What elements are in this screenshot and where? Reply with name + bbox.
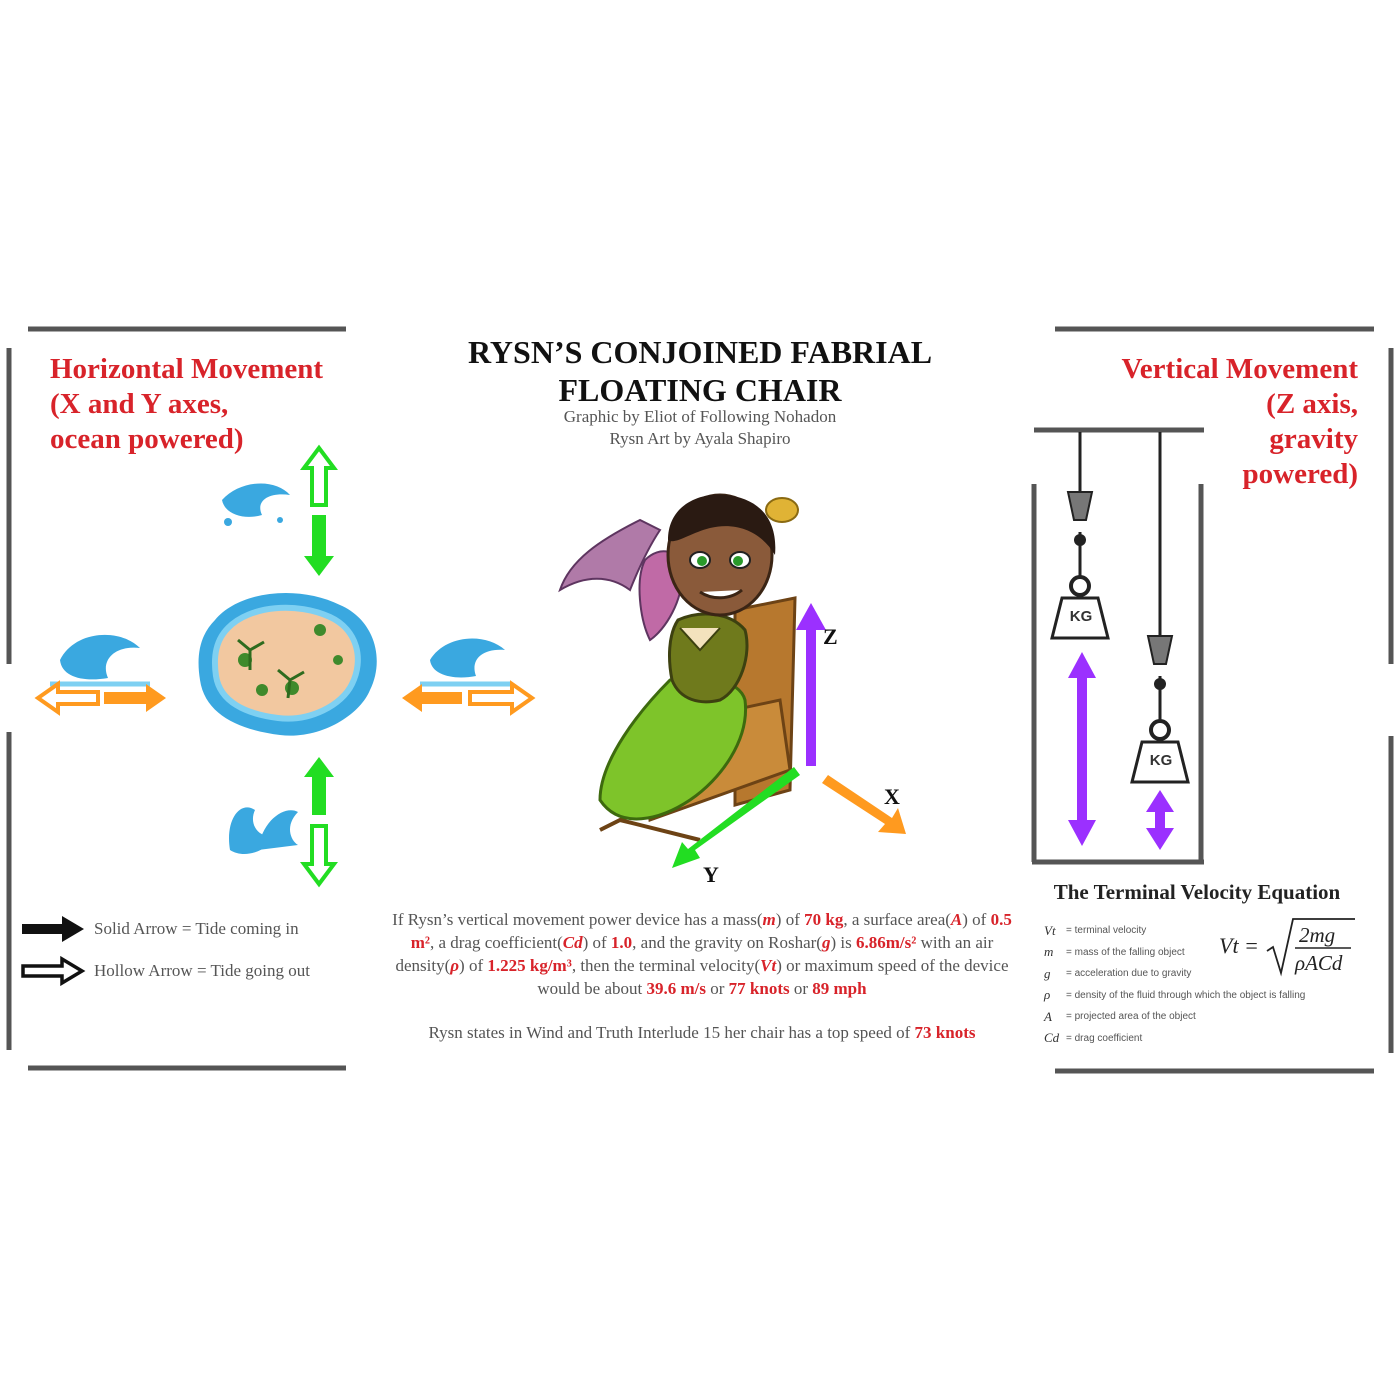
green-arrow-down-hollow <box>304 826 334 884</box>
value-speed-ms: 39.6 m/s <box>646 979 706 998</box>
orange-arrow-right-hollow <box>470 684 532 712</box>
equation-legend-row <box>1044 1028 1334 1050</box>
paragraph-text: , a drag coefficient( <box>429 933 563 952</box>
vertical-heading-line-1: Vertical Movement <box>1121 353 1358 385</box>
wave-icon-bottom <box>229 807 298 854</box>
value-area: 0.5 m² <box>410 910 1012 952</box>
vertical-heading-line-3: gravity <box>1269 423 1358 455</box>
island-icon <box>199 593 377 736</box>
vertical-heading-line-2: (Z axis, <box>1266 388 1358 420</box>
equation-description: = terminal velocity <box>1066 925 1147 937</box>
paragraph-text: ) of <box>962 910 991 929</box>
equation-symbol: Vt <box>1044 922 1056 938</box>
title-line-2: FLOATING CHAIR <box>558 372 842 408</box>
equation-title: The Terminal Velocity Equation <box>1053 880 1341 904</box>
equation-symbol: m <box>1044 944 1054 960</box>
wave-icon-left <box>50 635 150 684</box>
value-mass: 70 kg <box>804 910 844 929</box>
value-speed-knots: 77 knots <box>728 979 790 998</box>
pulley-left-icon <box>1068 492 1092 595</box>
symbol-cd: Cd <box>562 933 583 952</box>
purple-arrow-short <box>1146 790 1174 850</box>
hollow-arrow-icon <box>20 956 86 986</box>
symbol-rho: ρ <box>450 956 460 975</box>
equation-symbol: g <box>1044 965 1051 981</box>
equation-symbol: Cd <box>1044 1030 1060 1046</box>
art-credit: Rysn Art by Ayala Shapiro <box>609 429 791 448</box>
value-density: 1.225 kg/m³ <box>487 956 572 975</box>
paragraph-text: ) of <box>582 933 611 952</box>
horizontal-heading-line-1: Horizontal Movement <box>50 353 324 385</box>
terminal-velocity-paragraph <box>392 908 1012 1000</box>
symbol-a: A <box>950 910 963 929</box>
horizontal-heading-line-3: ocean powered) <box>50 423 244 455</box>
vertical-heading-line-4: powered) <box>1242 458 1358 490</box>
symbol-m: m <box>762 910 776 929</box>
vertical-diagram <box>1028 420 1218 870</box>
paragraph-text: ) is <box>830 933 856 952</box>
paragraph-text: , and the gravity on Roshar( <box>632 933 822 952</box>
green-arrow-down-solid <box>304 515 334 576</box>
horizontal-diagram <box>0 430 560 900</box>
equation-legend-row <box>1044 1006 1334 1028</box>
paragraph-text: ) or maximum speed of the device would be about <box>537 956 1009 998</box>
symbol-g: g <box>821 933 831 952</box>
formula-numerator: 2mg <box>1299 923 1336 947</box>
graphic-credit: Graphic by Eliot of Following Nohadon <box>563 407 837 426</box>
formula-graphic <box>1215 913 1365 983</box>
container-frame <box>1032 430 1204 862</box>
legend-hollow-row <box>20 950 360 992</box>
paragraph-text: , a surface area( <box>843 910 951 929</box>
formula-denominator: ρACd <box>1295 951 1343 975</box>
horizontal-heading-line-2: (X and Y axes, <box>50 388 229 420</box>
wave-icon-top <box>222 484 290 526</box>
green-arrow-up-hollow <box>304 448 334 505</box>
quote-value: 73 knots <box>914 1023 976 1042</box>
symbol-vt: Vt <box>760 956 777 975</box>
purple-arrow-long <box>1068 652 1096 846</box>
paragraph-text: with an air density( <box>395 933 994 975</box>
terminal-velocity-formula <box>1215 913 1365 983</box>
orange-arrow-right-solid <box>104 684 166 712</box>
equation-description: = acceleration due to gravity <box>1066 968 1192 980</box>
page-title <box>380 333 1020 409</box>
legend-solid-row <box>20 908 360 950</box>
equation-description: = projected area of the object <box>1066 1011 1196 1023</box>
paragraph-text: ) of <box>775 910 805 929</box>
title-line-1: RYSN’S CONJOINED FABRIAL <box>467 334 933 370</box>
value-speed-mph: 89 mph <box>812 979 867 998</box>
weight-left-label: KG <box>1069 608 1093 625</box>
paragraph-text: or <box>789 979 813 998</box>
axis-y-label: Y <box>703 862 719 887</box>
formula-lhs: Vt = <box>1219 933 1259 958</box>
paragraph-text: or <box>705 979 729 998</box>
orange-arrow-left-hollow <box>38 684 98 712</box>
pulley-right-icon <box>1148 636 1172 739</box>
quote-text: Rysn states in Wind and Truth Interlude 15 her chair has a top speed of <box>428 1023 915 1042</box>
equation-symbol: ρ <box>1044 987 1051 1003</box>
axis-z-label: Z <box>823 624 838 649</box>
value-gravity: 6.86m/s² <box>855 933 917 952</box>
equation-description: = mass of the falling object <box>1066 946 1185 958</box>
axis-z-arrow <box>796 603 826 766</box>
legend-solid-text: Solid Arrow = Tide coming in <box>94 919 299 938</box>
paragraph-text: If Rysn’s vertical movement power device has a mass( <box>392 910 763 929</box>
value-drag: 1.0 <box>610 933 633 952</box>
paragraph-text: , then the terminal velocity( <box>571 956 761 975</box>
green-arrow-up-solid <box>304 757 334 815</box>
paragraph-text: ) of <box>459 956 488 975</box>
equation-legend-row <box>1044 985 1334 1007</box>
equation-description: = density of the fluid through which the object is falling <box>1066 989 1306 1001</box>
weight-right-label: KG <box>1149 752 1173 769</box>
legend-hollow-text: Hollow Arrow = Tide going out <box>94 961 310 980</box>
axis-x-label: X <box>884 784 900 809</box>
character-illustration <box>540 470 940 890</box>
head-icon <box>668 495 798 615</box>
orange-arrow-left-solid <box>402 684 462 712</box>
wave-icon-right <box>420 639 510 684</box>
equation-symbol: A <box>1044 1008 1052 1024</box>
arrow-legend <box>20 908 360 992</box>
top-speed-quote <box>392 1021 1012 1044</box>
credits <box>500 406 900 450</box>
solid-arrow-icon <box>20 914 86 944</box>
equation-description: = drag coefficient <box>1066 1032 1143 1044</box>
